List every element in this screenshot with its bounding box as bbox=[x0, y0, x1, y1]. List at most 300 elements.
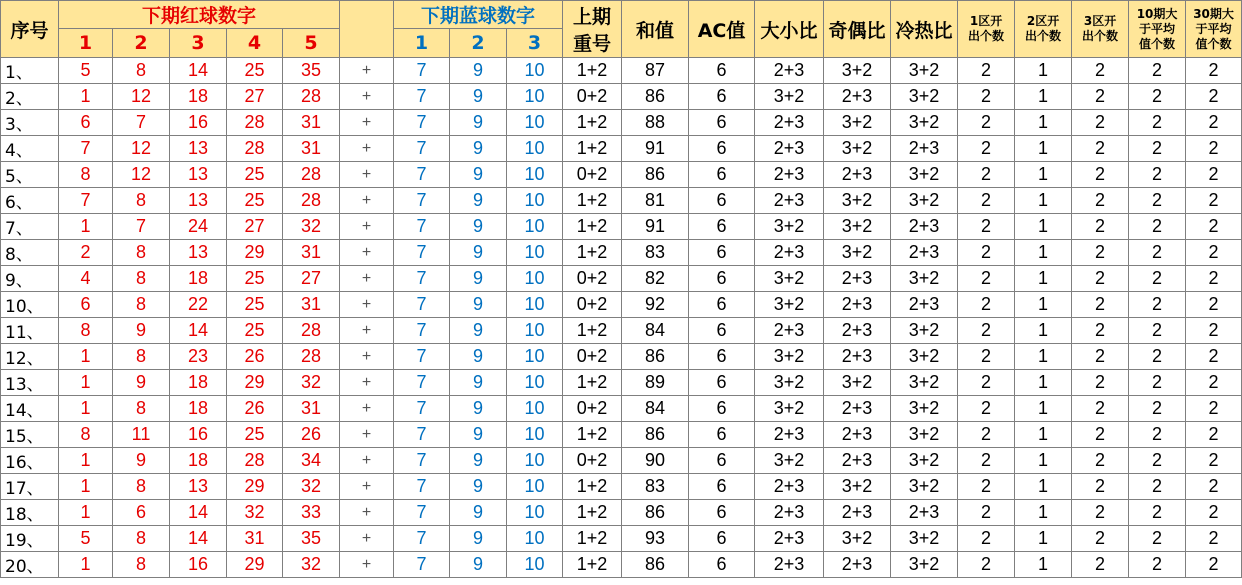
blue-ball: 9 bbox=[450, 448, 507, 474]
zone2-count: 1 bbox=[1015, 318, 1072, 344]
table-row bbox=[1, 526, 1242, 552]
avg10-count: 2 bbox=[1129, 370, 1186, 396]
repeat-value: 1+2 bbox=[563, 500, 622, 526]
plus-sign: + bbox=[340, 162, 394, 188]
avg30-count: 2 bbox=[1186, 292, 1242, 318]
sum-value: 86 bbox=[622, 500, 689, 526]
repeat-value: 0+2 bbox=[563, 162, 622, 188]
avg30-count: 2 bbox=[1186, 422, 1242, 448]
ac-value: 6 bbox=[689, 526, 755, 552]
plus-sign: + bbox=[340, 448, 394, 474]
header-odd-even: 奇偶比 bbox=[824, 1, 891, 58]
big-small-ratio: 2+3 bbox=[755, 240, 824, 266]
header-blue-num-2: 2 bbox=[450, 29, 507, 58]
ac-value: 6 bbox=[689, 292, 755, 318]
ac-value: 6 bbox=[689, 370, 755, 396]
row-index: 13、 bbox=[1, 370, 59, 396]
zone2-count: 1 bbox=[1015, 422, 1072, 448]
header-avg30 bbox=[1186, 1, 1242, 58]
odd-even-ratio: 2+3 bbox=[824, 396, 891, 422]
repeat-value: 0+2 bbox=[563, 448, 622, 474]
zone2-count: 1 bbox=[1015, 214, 1072, 240]
zone1-count: 2 bbox=[958, 552, 1015, 578]
hot-cold-ratio: 3+2 bbox=[891, 370, 958, 396]
hot-cold-ratio: 2+3 bbox=[891, 500, 958, 526]
zone1-count: 2 bbox=[958, 240, 1015, 266]
zone2-count: 1 bbox=[1015, 292, 1072, 318]
header-red-num-1: 1 bbox=[59, 29, 113, 58]
zone3-count: 2 bbox=[1072, 136, 1129, 162]
row-index: 10、 bbox=[1, 292, 59, 318]
hot-cold-ratio: 3+2 bbox=[891, 474, 958, 500]
avg10-count: 2 bbox=[1129, 396, 1186, 422]
table-row bbox=[1, 474, 1242, 500]
blue-ball: 10 bbox=[507, 240, 563, 266]
blue-ball: 10 bbox=[507, 162, 563, 188]
table-row bbox=[1, 292, 1242, 318]
row-index: 7、 bbox=[1, 214, 59, 240]
hot-cold-ratio: 2+3 bbox=[891, 214, 958, 240]
red-ball: 5 bbox=[59, 526, 113, 552]
zone3-count: 2 bbox=[1072, 84, 1129, 110]
zone2-count: 1 bbox=[1015, 58, 1072, 84]
repeat-value: 1+2 bbox=[563, 136, 622, 162]
ac-value: 6 bbox=[689, 344, 755, 370]
avg30-count: 2 bbox=[1186, 58, 1242, 84]
zone1-count: 2 bbox=[958, 214, 1015, 240]
hot-cold-ratio: 3+2 bbox=[891, 552, 958, 578]
blue-ball: 10 bbox=[507, 292, 563, 318]
red-ball: 32 bbox=[227, 500, 283, 526]
zone2-count: 1 bbox=[1015, 500, 1072, 526]
blue-ball: 9 bbox=[450, 500, 507, 526]
red-ball: 29 bbox=[227, 240, 283, 266]
zone3-count: 2 bbox=[1072, 162, 1129, 188]
zone1-count: 2 bbox=[958, 396, 1015, 422]
avg30-count: 2 bbox=[1186, 344, 1242, 370]
zone2-count: 1 bbox=[1015, 344, 1072, 370]
zone3-count: 2 bbox=[1072, 318, 1129, 344]
ac-value: 6 bbox=[689, 240, 755, 266]
plus-sign: + bbox=[340, 240, 394, 266]
zone2-count: 1 bbox=[1015, 162, 1072, 188]
avg10-count: 2 bbox=[1129, 552, 1186, 578]
sum-value: 86 bbox=[622, 162, 689, 188]
zone2-count: 1 bbox=[1015, 474, 1072, 500]
row-index: 16、 bbox=[1, 448, 59, 474]
header-sum: 和值 bbox=[622, 1, 689, 58]
avg30-count: 2 bbox=[1186, 526, 1242, 552]
zone1-count: 2 bbox=[958, 162, 1015, 188]
plus-sign: + bbox=[340, 526, 394, 552]
avg10-count: 2 bbox=[1129, 448, 1186, 474]
header-zone2-line2: 出个数 bbox=[1025, 29, 1062, 43]
blue-ball: 7 bbox=[394, 214, 450, 240]
odd-even-ratio: 3+2 bbox=[824, 110, 891, 136]
red-ball: 28 bbox=[227, 136, 283, 162]
zone1-count: 2 bbox=[958, 500, 1015, 526]
red-ball: 31 bbox=[283, 110, 340, 136]
blue-ball: 7 bbox=[394, 526, 450, 552]
table-row bbox=[1, 136, 1242, 162]
avg30-count: 2 bbox=[1186, 266, 1242, 292]
row-index: 1、 bbox=[1, 58, 59, 84]
table-row bbox=[1, 422, 1242, 448]
red-ball: 16 bbox=[170, 422, 227, 448]
sum-value: 83 bbox=[622, 240, 689, 266]
blue-ball: 9 bbox=[450, 552, 507, 578]
red-ball: 29 bbox=[227, 474, 283, 500]
header-red-num-4: 4 bbox=[227, 29, 283, 58]
sum-value: 82 bbox=[622, 266, 689, 292]
hot-cold-ratio: 3+2 bbox=[891, 188, 958, 214]
blue-ball: 7 bbox=[394, 422, 450, 448]
red-ball: 5 bbox=[59, 58, 113, 84]
zone3-count: 2 bbox=[1072, 188, 1129, 214]
blue-ball: 9 bbox=[450, 110, 507, 136]
zone2-count: 1 bbox=[1015, 240, 1072, 266]
blue-ball: 9 bbox=[450, 344, 507, 370]
red-ball: 8 bbox=[113, 552, 170, 578]
header-red-num-3: 3 bbox=[170, 29, 227, 58]
odd-even-ratio: 2+3 bbox=[824, 500, 891, 526]
sum-value: 87 bbox=[622, 58, 689, 84]
zone3-count: 2 bbox=[1072, 110, 1129, 136]
red-ball: 2 bbox=[59, 240, 113, 266]
zone3-count: 2 bbox=[1072, 370, 1129, 396]
blue-ball: 10 bbox=[507, 448, 563, 474]
red-ball: 1 bbox=[59, 344, 113, 370]
avg10-count: 2 bbox=[1129, 58, 1186, 84]
sum-value: 84 bbox=[622, 396, 689, 422]
blue-ball: 9 bbox=[450, 58, 507, 84]
red-ball: 9 bbox=[113, 318, 170, 344]
repeat-value: 1+2 bbox=[563, 240, 622, 266]
ac-value: 6 bbox=[689, 552, 755, 578]
blue-ball: 9 bbox=[450, 422, 507, 448]
hot-cold-ratio: 2+3 bbox=[891, 292, 958, 318]
odd-even-ratio: 3+2 bbox=[824, 526, 891, 552]
red-ball: 8 bbox=[113, 344, 170, 370]
avg10-count: 2 bbox=[1129, 136, 1186, 162]
blue-ball: 7 bbox=[394, 344, 450, 370]
odd-even-ratio: 2+3 bbox=[824, 318, 891, 344]
red-ball: 14 bbox=[170, 58, 227, 84]
odd-even-ratio: 2+3 bbox=[824, 344, 891, 370]
zone1-count: 2 bbox=[958, 422, 1015, 448]
table-row bbox=[1, 370, 1242, 396]
zone2-count: 1 bbox=[1015, 370, 1072, 396]
blue-ball: 10 bbox=[507, 136, 563, 162]
red-ball: 8 bbox=[113, 396, 170, 422]
blue-ball: 10 bbox=[507, 344, 563, 370]
blue-ball: 7 bbox=[394, 188, 450, 214]
header-repeat bbox=[563, 1, 622, 58]
header-zone2 bbox=[1015, 1, 1072, 58]
header-avg30-line2: 于平均 bbox=[1195, 21, 1232, 36]
blue-ball: 10 bbox=[507, 318, 563, 344]
ac-value: 6 bbox=[689, 110, 755, 136]
repeat-value: 1+2 bbox=[563, 188, 622, 214]
table-row bbox=[1, 162, 1242, 188]
repeat-value: 1+2 bbox=[563, 474, 622, 500]
big-small-ratio: 2+3 bbox=[755, 526, 824, 552]
plus-sign: + bbox=[340, 344, 394, 370]
big-small-ratio: 2+3 bbox=[755, 422, 824, 448]
zone3-count: 2 bbox=[1072, 58, 1129, 84]
plus-sign: + bbox=[340, 136, 394, 162]
avg30-count: 2 bbox=[1186, 110, 1242, 136]
odd-even-ratio: 2+3 bbox=[824, 266, 891, 292]
avg10-count: 2 bbox=[1129, 84, 1186, 110]
hot-cold-ratio: 3+2 bbox=[891, 84, 958, 110]
red-ball: 14 bbox=[170, 526, 227, 552]
red-ball: 25 bbox=[227, 318, 283, 344]
odd-even-ratio: 3+2 bbox=[824, 214, 891, 240]
odd-even-ratio: 2+3 bbox=[824, 552, 891, 578]
sum-value: 92 bbox=[622, 292, 689, 318]
blue-ball: 9 bbox=[450, 162, 507, 188]
header-avg10-line1: 10期大 bbox=[1136, 6, 1178, 21]
row-index: 20、 bbox=[1, 552, 59, 578]
red-ball: 7 bbox=[59, 188, 113, 214]
row-index: 19、 bbox=[1, 526, 59, 552]
big-small-ratio: 3+2 bbox=[755, 266, 824, 292]
avg10-count: 2 bbox=[1129, 344, 1186, 370]
avg30-count: 2 bbox=[1186, 240, 1242, 266]
zone3-count: 2 bbox=[1072, 526, 1129, 552]
ac-value: 6 bbox=[689, 500, 755, 526]
big-small-ratio: 2+3 bbox=[755, 162, 824, 188]
header-blue-num-3: 3 bbox=[507, 29, 563, 58]
red-ball: 13 bbox=[170, 240, 227, 266]
zone3-count: 2 bbox=[1072, 474, 1129, 500]
ac-value: 6 bbox=[689, 266, 755, 292]
sum-value: 86 bbox=[622, 344, 689, 370]
plus-sign: + bbox=[340, 474, 394, 500]
blue-ball: 7 bbox=[394, 396, 450, 422]
red-ball: 14 bbox=[170, 318, 227, 344]
table-row bbox=[1, 344, 1242, 370]
hot-cold-ratio: 3+2 bbox=[891, 318, 958, 344]
blue-ball: 7 bbox=[394, 500, 450, 526]
red-ball: 6 bbox=[59, 292, 113, 318]
sum-value: 88 bbox=[622, 110, 689, 136]
blue-ball: 9 bbox=[450, 266, 507, 292]
odd-even-ratio: 2+3 bbox=[824, 162, 891, 188]
red-ball: 16 bbox=[170, 552, 227, 578]
red-ball: 35 bbox=[283, 526, 340, 552]
red-ball: 29 bbox=[227, 552, 283, 578]
zone3-count: 2 bbox=[1072, 214, 1129, 240]
red-ball: 23 bbox=[170, 344, 227, 370]
zone1-count: 2 bbox=[958, 526, 1015, 552]
big-small-ratio: 2+3 bbox=[755, 188, 824, 214]
red-ball: 8 bbox=[113, 526, 170, 552]
avg10-count: 2 bbox=[1129, 474, 1186, 500]
blue-ball: 9 bbox=[450, 136, 507, 162]
header-zone3-line2: 出个数 bbox=[1082, 29, 1119, 43]
sum-value: 86 bbox=[622, 422, 689, 448]
zone2-count: 1 bbox=[1015, 396, 1072, 422]
avg30-count: 2 bbox=[1186, 162, 1242, 188]
red-ball: 13 bbox=[170, 162, 227, 188]
red-ball: 32 bbox=[283, 370, 340, 396]
plus-sign: + bbox=[340, 370, 394, 396]
row-index: 2、 bbox=[1, 84, 59, 110]
red-ball: 26 bbox=[283, 422, 340, 448]
blue-ball: 9 bbox=[450, 396, 507, 422]
hot-cold-ratio: 2+3 bbox=[891, 240, 958, 266]
red-ball: 8 bbox=[59, 422, 113, 448]
red-ball: 8 bbox=[113, 188, 170, 214]
hot-cold-ratio: 3+2 bbox=[891, 344, 958, 370]
table-row bbox=[1, 214, 1242, 240]
blue-ball: 7 bbox=[394, 240, 450, 266]
table-row bbox=[1, 552, 1242, 578]
blue-ball: 10 bbox=[507, 526, 563, 552]
red-ball: 13 bbox=[170, 474, 227, 500]
zone1-count: 2 bbox=[958, 344, 1015, 370]
zone2-count: 1 bbox=[1015, 526, 1072, 552]
plus-sign: + bbox=[340, 58, 394, 84]
red-ball: 9 bbox=[113, 370, 170, 396]
zone2-count: 1 bbox=[1015, 448, 1072, 474]
row-index: 6、 bbox=[1, 188, 59, 214]
zone3-count: 2 bbox=[1072, 292, 1129, 318]
red-ball: 9 bbox=[113, 448, 170, 474]
zone1-count: 2 bbox=[958, 370, 1015, 396]
ac-value: 6 bbox=[689, 422, 755, 448]
repeat-value: 1+2 bbox=[563, 58, 622, 84]
red-ball: 25 bbox=[227, 188, 283, 214]
zone3-count: 2 bbox=[1072, 552, 1129, 578]
ac-value: 6 bbox=[689, 136, 755, 162]
avg30-count: 2 bbox=[1186, 84, 1242, 110]
red-ball: 1 bbox=[59, 500, 113, 526]
blue-ball: 7 bbox=[394, 266, 450, 292]
plus-sign: + bbox=[340, 422, 394, 448]
odd-even-ratio: 2+3 bbox=[824, 292, 891, 318]
blue-ball: 7 bbox=[394, 136, 450, 162]
big-small-ratio: 2+3 bbox=[755, 500, 824, 526]
avg30-count: 2 bbox=[1186, 552, 1242, 578]
header-red-num-2: 2 bbox=[113, 29, 170, 58]
header-zone2-line1: 2区开 bbox=[1026, 14, 1060, 28]
avg30-count: 2 bbox=[1186, 474, 1242, 500]
big-small-ratio: 3+2 bbox=[755, 396, 824, 422]
header-blue-num-1: 1 bbox=[394, 29, 450, 58]
sum-value: 81 bbox=[622, 188, 689, 214]
row-index: 18、 bbox=[1, 500, 59, 526]
red-ball: 11 bbox=[113, 422, 170, 448]
red-ball: 18 bbox=[170, 84, 227, 110]
big-small-ratio: 3+2 bbox=[755, 344, 824, 370]
avg30-count: 2 bbox=[1186, 500, 1242, 526]
red-ball: 33 bbox=[283, 500, 340, 526]
blue-ball: 9 bbox=[450, 292, 507, 318]
zone1-count: 2 bbox=[958, 318, 1015, 344]
blue-ball: 9 bbox=[450, 188, 507, 214]
red-ball: 7 bbox=[59, 136, 113, 162]
blue-ball: 10 bbox=[507, 474, 563, 500]
zone3-count: 2 bbox=[1072, 240, 1129, 266]
avg30-count: 2 bbox=[1186, 214, 1242, 240]
odd-even-ratio: 3+2 bbox=[824, 240, 891, 266]
header-avg10-line2: 于平均 bbox=[1139, 21, 1176, 36]
red-ball: 25 bbox=[227, 58, 283, 84]
red-ball: 31 bbox=[227, 526, 283, 552]
avg10-count: 2 bbox=[1129, 422, 1186, 448]
red-ball: 27 bbox=[227, 214, 283, 240]
repeat-value: 0+2 bbox=[563, 84, 622, 110]
blue-ball: 7 bbox=[394, 552, 450, 578]
row-index: 3、 bbox=[1, 110, 59, 136]
repeat-value: 1+2 bbox=[563, 110, 622, 136]
red-ball: 28 bbox=[227, 448, 283, 474]
sum-value: 84 bbox=[622, 318, 689, 344]
header-avg30-line1: 30期大 bbox=[1193, 6, 1234, 21]
avg30-count: 2 bbox=[1186, 136, 1242, 162]
plus-sign: + bbox=[340, 292, 394, 318]
avg10-count: 2 bbox=[1129, 526, 1186, 552]
header-ac: AC值 bbox=[689, 1, 755, 58]
ac-value: 6 bbox=[689, 474, 755, 500]
sum-value: 91 bbox=[622, 136, 689, 162]
blue-ball: 9 bbox=[450, 318, 507, 344]
blue-ball: 9 bbox=[450, 240, 507, 266]
avg10-count: 2 bbox=[1129, 292, 1186, 318]
big-small-ratio: 2+3 bbox=[755, 474, 824, 500]
row-index: 5、 bbox=[1, 162, 59, 188]
hot-cold-ratio: 3+2 bbox=[891, 162, 958, 188]
avg10-count: 2 bbox=[1129, 110, 1186, 136]
big-small-ratio: 2+3 bbox=[755, 318, 824, 344]
avg10-count: 2 bbox=[1129, 240, 1186, 266]
red-ball: 6 bbox=[113, 500, 170, 526]
plus-sign: + bbox=[340, 214, 394, 240]
hot-cold-ratio: 3+2 bbox=[891, 526, 958, 552]
red-ball: 32 bbox=[283, 474, 340, 500]
ac-value: 6 bbox=[689, 318, 755, 344]
header-big-small: 大小比 bbox=[755, 1, 824, 58]
red-ball: 1 bbox=[59, 474, 113, 500]
zone3-count: 2 bbox=[1072, 422, 1129, 448]
ac-value: 6 bbox=[689, 448, 755, 474]
repeat-value: 1+2 bbox=[563, 370, 622, 396]
odd-even-ratio: 3+2 bbox=[824, 58, 891, 84]
table-row bbox=[1, 240, 1242, 266]
header-zone1 bbox=[958, 1, 1015, 58]
red-ball: 1 bbox=[59, 396, 113, 422]
red-ball: 28 bbox=[283, 162, 340, 188]
red-ball: 7 bbox=[113, 110, 170, 136]
blue-ball: 10 bbox=[507, 500, 563, 526]
sum-value: 86 bbox=[622, 552, 689, 578]
big-small-ratio: 3+2 bbox=[755, 292, 824, 318]
red-ball: 31 bbox=[283, 292, 340, 318]
red-ball: 12 bbox=[113, 84, 170, 110]
red-ball: 6 bbox=[59, 110, 113, 136]
plus-sign: + bbox=[340, 500, 394, 526]
blue-ball: 10 bbox=[507, 370, 563, 396]
blue-ball: 10 bbox=[507, 552, 563, 578]
blue-ball: 10 bbox=[507, 422, 563, 448]
row-index: 12、 bbox=[1, 344, 59, 370]
row-index: 14、 bbox=[1, 396, 59, 422]
blue-ball: 9 bbox=[450, 370, 507, 396]
hot-cold-ratio: 3+2 bbox=[891, 110, 958, 136]
